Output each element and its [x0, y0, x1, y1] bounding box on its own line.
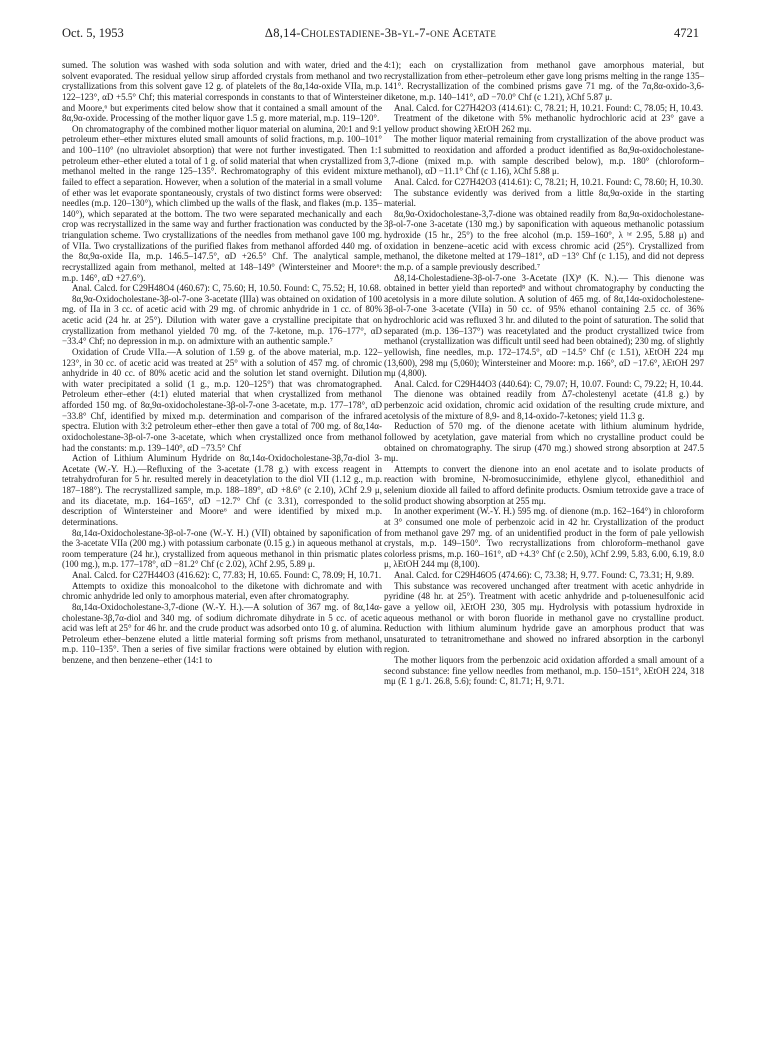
- paragraph: sumed. The solution was washed with soda solution and with water, dried and the solvent evaporated. The residual yellow sirup afforded crystals from methanol and two crystallizations from this solvent gave 12 g. of platelets of the 8α,14α-oxide VIIa, m.p. 122–123°, αD +5.5° Chf; this material corresponds in constants to that of Wintersteiner and Moore,⁶ but experiments cited below show that it contained a small amount of the 8α,9α-oxide. Processing of the mother liquor gave 1.5 g. more material, m.p. 119–120°.: [62, 60, 382, 124]
- page-number: 4721: [674, 26, 699, 40]
- paragraph: Action of Lithium Aluminum Hydride on 8α,14α-Oxidocholestane-3β,7α-diol 3-Acetate (W.-Y. H.).—Refluxing of the 3-acetate (1.78 g.) with excess reagent in tetrahydrofuran for 5 hr. resulted merely in deacetylation to the diol VII (1.12 g., m.p. 187–188°). The recrystallized sample, m.p. 188–189°, αD +8.6° (c 2.10), λChf 2.9 μ, and its diacetate, m.p. 164–165°, αD −12.7° Chf (c 3.31), corresponded to the description of Wintersteiner and Moore⁶ and were identified by mixed m.p. determinations.: [62, 453, 382, 527]
- paragraph: Attempts to oxidize this monoalcohol to the diketone with dichromate and with chromic anhydride led only to amorphous material, even after chromatography.: [62, 580, 382, 602]
- paragraph: 4:1); each on crystallization from methanol gave amorphous material, but recrystallization from ether–petroleum ether gave long prisms melting in the range 135–141°. Recrystallization of the combined prisms gave 71 mg. of the 7α,8α-oxido-3,6-diketone, m.p. 140–141°, αD −70.0° Chf (c 1.21), λChf 5.87 μ.: [384, 60, 704, 102]
- paragraph: The mother liquors from the perbenzoic acid oxidation afforded a small amount of a second substance: fine yellow needles from methanol, m.p. 150–151°, λEtOH 224, 318 mμ (E 1 g./1. 26.8, 5.6); found: C, 81.71; H, 9.71.: [384, 655, 704, 687]
- right-text-column: [384, 60, 704, 687]
- running-header: [62, 26, 699, 48]
- paragraph: The dienone was obtained readily from Δ7-cholestenyl acetate (41.8 g.) by perbenzoic acid oxidation, chromic acid oxidation of the resulting crude mixture, and acetolysis of the mixture of 8,9- and 8,14-oxido-7-ketones; yield 11.3 g.: [384, 389, 704, 421]
- paragraph: Δ8,14-Cholestadiene-3β-ol-7-one 3-Acetate (IX)⁸ (K. N.).— This dienone was obtained in better yield than reported⁸ and without chromatography by conducting the acetolysis in a more dilute solution. A solution of 465 mg. of 8α,14α-oxidocholestene-3β-ol-7-one 3-acetate (VIIa) in 50 cc. of 95% ethanol containing 2.5 cc. of 36% hydrochloric acid was refluxed 3 hr. and diluted to the point of saturation. The solid that separated (m.p. 136–137°) was reacetylated and the product crystallized twice from methanol (crystallization was difficult until seed had been obtained); 230 mg. of slightly yellowish, fine needles, m.p. 172–174.5°, αD −14.5° Chf (c 1.51), λEtOH 224 mμ (13,600), 298 mμ (5,060); Wintersteiner and Moore: m.p. 166°, αD −17.6°, λEtOH 297 mμ (4,800).: [384, 272, 704, 379]
- paragraph: Oxidation of Crude VIIa.—A solution of 1.59 g. of the above material, m.p. 122–123°, in 30 cc. of acetic acid was treated at 25° with a solution of 457 mg. of chromic anhydride in 40 cc. of 80% acetic acid and the solution let stand overnight. Dilution with water precipitated a solid (1 g., m.p. 120–125°) that was chromatographed. Petroleum ether–ether (4:1) eluted material that when crystallized from methanol afforded 150 mg. of 8α,9α-oxidocholestane-3β-ol-7-one 3-acetate, m.p. 177–178°, αD −33.8° Chf, identified by mixed m.p. determination and comparison of the infrared spectra. Elution with 3:2 petroleum ether–ether then gave a total of 700 mg. of 8α,14α-oxidocholestane-3β-ol-7-one 3-acetate, which when crystallized once from methanol had the constants: m.p. 139–140°, αD −73.5° Chf: [62, 346, 382, 453]
- paragraph: Anal. Calcd. for C27H42O3 (414.61): C, 78.21; H, 10.21. Found: C, 78.05; H, 10.43.: [394, 102, 704, 113]
- paragraph: Anal. Calcd. for C27H44O3 (416.62): C, 77.83; H, 10.65. Found: C, 78.09; H, 10.71.: [72, 570, 382, 580]
- paragraph: In another experiment (W.-Y. H.) 595 mg. of dienone (m.p. 162–164°) in chloroform at 3° consumed one mole of perbenzoic acid in 42 hr. Crystallization of the product from methanol gave 297 mg. of an unidentified product in the form of pale yellowish crystals, m.p. 149–150°. Two recrystallizations from chloroform–methanol gave colorless prisms, m.p. 160–161°, αD +4.3° Chf (c 2.50), λChf 2.99, 5.83, 6.00, 6.19, 8.0 μ, λEtOH 244 mμ (8,100).: [384, 506, 704, 570]
- paragraph: Anal. Calcd. for C27H42O3 (414.61): C, 78.21; H, 10.21. Found: C, 78.60; H, 10.30.: [394, 176, 704, 187]
- paragraph: Anal. Calcd. for C29H44O3 (440.64): C, 79.07; H, 10.07. Found: C, 79.22; H, 10.44.: [394, 378, 704, 389]
- paragraph: The substance evidently was derived from a little 8α,9α-oxide in the starting material.: [384, 187, 704, 209]
- paragraph: This substance was recovered unchanged after treatment with acetic anhydride in pyridine (48 hr. at 25°). Treatment with acetic anhydride and p-toluenesulfonic acid gave a yellow oil, λEtOH 230, 305 mμ. Hydrolysis with potassium hydroxide in aqueous methanol or with boron fluoride in methanol gave no crystalline product. Reduction with lithium aluminum hydride gave an amorphous product that was unsaturated to tetranitromethane and showed no infrared absorption in the carbonyl region.: [384, 580, 704, 655]
- paragraph: Attempts to convert the dienone into an enol acetate and to isolate products of reaction with bromine, N-bromosuccinimide, ethylene glycol, ethanedithiol and selenium dioxide all failed to afford definite products. Osmium tetroxide gave a trace of solid product showing absorption at 255 mμ.: [384, 463, 704, 506]
- paragraph: 8α,9α-Oxidocholestane-3β-ol-7-one 3-acetate (IIIa) was obtained on oxidation of 100 mg. of IIa in 3 cc. of acetic acid with 29 mg. of chromic anhydride in 1 cc. of 80% acetic acid (24 hr. at 25°). Dilution with water gave a crystalline precipitate that on crystallization from methanol yielded 70 mg. of the 7-ketone, m.p. 176–177°, αD −33.4° Chf; no depression in m.p. on admixture with an authentic sample.⁷: [62, 293, 382, 347]
- paragraph: Anal. Calcd. for C29H46O5 (474.66): C, 73.38; H, 9.77. Found: C, 73.31; H, 9.89.: [394, 570, 695, 580]
- paragraph: Treatment of the diketone with 5% methanolic hydrochloric acid at 23° gave a yellow product showing λEtOH 262 mμ.: [384, 113, 704, 134]
- header-date: Oct. 5, 1953: [62, 26, 124, 40]
- paragraph: On chromatography of the combined mother liquor material on alumina, 20:1 and 9:1 petroleum ether–ether mixtures eluted small amounts of solid fractions, m.p. 100–101° and 100–110° (no ultraviolet absorption) that were not further investigated. Then 1:1 petroleum ether–ether eluted a total of 1 g. of solid material that when crystallized from methanol melted in the range 125–135°. Rechromatography of this evident mixture failed to effect a separation. However, when a solution of the material in a small volume of ether was let evaporate spontaneously, crystals of two distinct forms were observed: needles (m.p. 120–130°), which climbed up the walls of the flask, and flakes (m.p. 135–140°), which separated at the bottom. The two were separated mechanically and each crop was recrystallized in the same way and further fractionation was conducted by the triangulation scheme. Two crystallizations of the needles from methanol gave 100 mg. of VIIa. Two crystallizations of the purified flakes from methanol afforded 440 mg. of the 8α,9α-oxide IIa, m.p. 146.5–147.5°, αD +26.5° Chf. The analytical sample, recrystallized again from methanol, melted at 148–149° (Wintersteiner and Moore⁶: m.p. 146°, αD +27.6°).: [62, 123, 382, 283]
- paragraph: 8α,14α-Oxidocholestane-3,7-dione (W.-Y. H.).—A solution of 367 mg. of 8α,14α-cholestane-3β,7α-diol and 340 mg. of sodium dichromate dihydrate in 5 cc. of acetic acid was left at 25° for 46 hr. and the crude product was adsorbed onto 10 g. of alumina. Petroleum ether–benzene eluted a little material forming soft prisms from methanol, m.p. 110–135°. Then a series of five similar fractions were obtained by elution with benzene, and then benzene–ether (14:1 to: [62, 601, 382, 665]
- header-title: Δ8,14-Cholestadiene-3β-yl-7-one Acetate: [264, 26, 497, 40]
- paragraph: 8α,14α-Oxidocholestane-3β-ol-7-one (W.-Y. H.) (VII) obtained by saponification of the 3-acetate VIIa (200 mg.) with potassium carbonate (0.15 g.) in aqueous methanol at room temperature (24 hr.), crystallized from aqueous methanol in thin prismatic plates (100 mg.), m.p. 177–178°, αD −81.2° Chf (c 2.02), λChf 2.95, 5.89 μ.: [62, 527, 382, 570]
- paragraph: 8α,9α-Oxidocholestane-3,7-dione was obtained readily from 8α,9α-oxidocholestane-3β-ol-7-one 3-acetate (130 mg.) by saponification with aqueous methanolic potassium hydroxide (15 hr., 25°) to the free alcohol (m.p. 159–160°, λ ʰᶠ 2.95, 5.88 μ) and oxidation in benzene–acetic acid with excess chromic acid (25°). Crystallized from methanol, the diketone melted at 179–181°, αD −13° Chf (c 1.15), and did not depress the m.p. of a sample previously described.⁷: [384, 208, 704, 272]
- paragraph: Reduction of 570 mg. of the dienone acetate with lithium aluminum hydride, followed by acetylation, gave material from which no crystalline product could be obtained on chromatography. The sirup (470 mg.) showed strong absorption at 247.5 mμ.: [384, 421, 704, 464]
- paragraph: The mother liquor material remaining from crystallization of the above product was submitted to reoxidation and afforded a product identified as 8α,9α-oxidocholestane-3,7-dione (mixed m.p. with sample described below), m.p. 180° (chloroform–methanol), αD −11.1° Chf (c 1.16), λChf 5.88 μ.: [384, 134, 704, 177]
- left-text-column: [62, 60, 382, 666]
- paragraph: Anal. Calcd. for C29H48O4 (460.67): C, 75.60; H, 10.50. Found: C, 75.52; H, 10.68.: [72, 283, 382, 294]
